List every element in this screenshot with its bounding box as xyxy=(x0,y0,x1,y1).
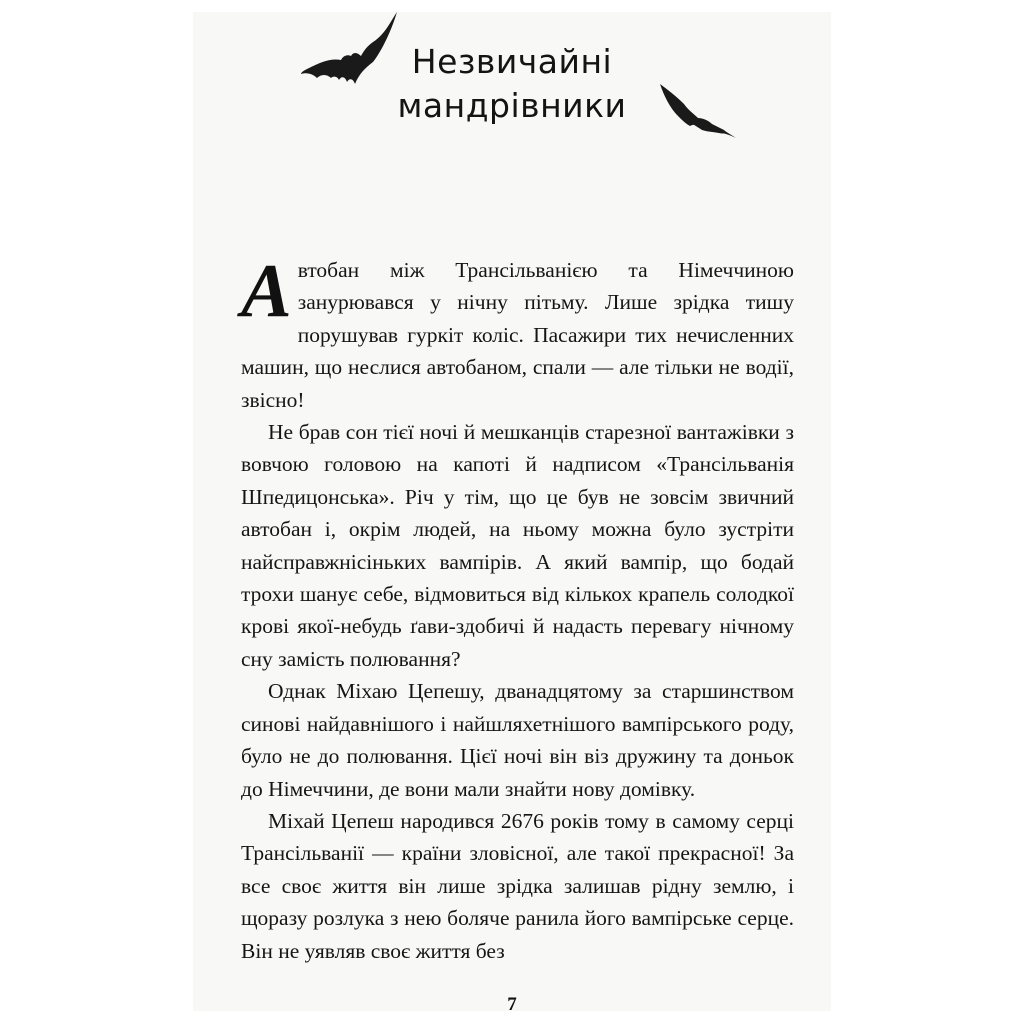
page-number: 7 xyxy=(507,994,517,1015)
chapter-title-line-2: мандрівники xyxy=(397,86,627,125)
chapter-body xyxy=(241,249,794,967)
book-page xyxy=(193,12,831,1015)
drop-cap: А xyxy=(241,249,292,333)
chapter-title-line-1: Незвичайні xyxy=(411,42,613,81)
paragraph-1-text: втобан між Трансільванією та Німеччиною занурювався у нічну пітьму. Лише зрідка тишу порушував гуркіт коліс. Пасажири тих нечисленних машин, що неслися автобаном, спали — але тільки не водії, звісно! xyxy=(241,258,794,412)
paragraph-3: Однак Міхаю Цепешу, дванадцятому за старшинством синові найдавнішого і найшляхетнішого вампірського роду, було не до полювання. Цієї ночі він віз дружину та доньок до Німеччини, де вони мали знайти нову домівку. xyxy=(241,679,794,801)
paragraph-4: Міхай Цепеш народився 2676 років тому в самому серці Трансільванії — країни зловісної, але такої прекрасної! За все своє життя він лише зрідка залишав рідну землю, і щоразу розлука з нею боляче ранила його вампірське серце. Він не уявляв своє життя без xyxy=(241,808,794,963)
chapter-title xyxy=(193,40,831,128)
paragraph-2: Не брав сон тієї ночі й мешканців старезної вантажівки з вовчою головою на капоті й надписом «Трансільванія Шпедицонська». Річ у тім, що це був не зовсім звичний автобан і, окрім людей, на ньому можна було зустріти найсправжнісіньких вампірів. А який вампір, що бодай трохи шанує себе, відмовиться від кількох крапель солодкої крові якої-небудь ґави-здобичі й надасть перевагу нічному сну замість полювання? xyxy=(241,420,794,671)
paragraph-1 xyxy=(241,249,794,416)
